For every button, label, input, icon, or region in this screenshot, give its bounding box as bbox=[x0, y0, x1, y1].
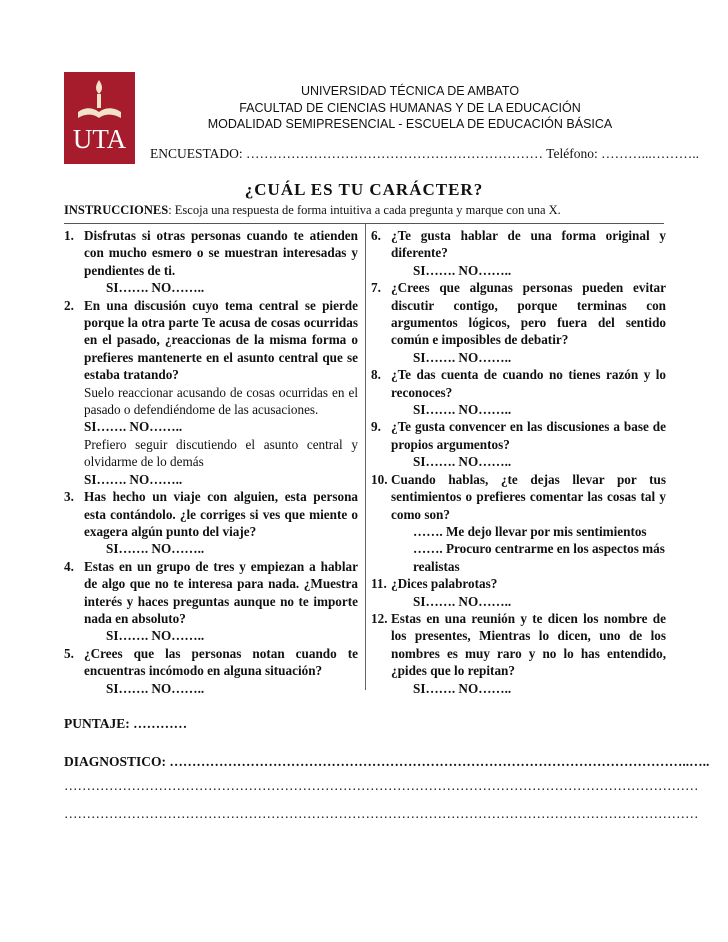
answer-choice-text: Suelo reaccionar acusando de cosas ocurridas en el pasado o defendiéndome de las acusaciones. bbox=[84, 384, 358, 418]
answer-options[interactable]: SI……. NO…….. bbox=[413, 349, 512, 365]
instructions bbox=[64, 203, 561, 218]
answer-options[interactable]: SI……. NO…….. bbox=[413, 680, 512, 696]
question-10 bbox=[371, 471, 666, 575]
question-text: Cuando hablas, ¿te dejas llevar por tus sentimientos o prefieres comentar las cosas tal y como son? bbox=[391, 471, 666, 522]
question-number: 11. bbox=[371, 576, 387, 592]
question-7 bbox=[371, 279, 666, 366]
question-text: ¿Crees que algunas personas pueden evitar discutir contigo, porque terminas con argumentos lógicos, pero fuera del sentido común e imposibles de debatir? bbox=[391, 280, 666, 348]
question-text: ¿Te das cuenta de cuando no tienes razón y lo reconoces? bbox=[391, 367, 666, 400]
question-12 bbox=[371, 610, 666, 697]
diagnosis-line-1[interactable]: …………………………………………………………………………………………………………………………… bbox=[64, 778, 699, 793]
question-number: 4. bbox=[64, 558, 74, 574]
answer-options[interactable]: SI……. NO…….. bbox=[413, 593, 512, 609]
encuestado-field[interactable]: ENCUESTADO: ………………………………………………………… Teléfono: ………...……….. bbox=[150, 146, 699, 161]
question-number: 2. bbox=[64, 297, 74, 313]
diagnosis-line-2[interactable]: …………………………………………………………………………………………………………………………… bbox=[64, 806, 699, 821]
question-1 bbox=[64, 227, 358, 297]
question-9 bbox=[371, 418, 666, 470]
answer-options[interactable]: SI……. NO…….. bbox=[413, 402, 512, 418]
questions-left-column bbox=[64, 227, 358, 697]
question-text: ¿Crees que las personas notan cuando te encuentras incómodo en alguna situación? bbox=[84, 645, 358, 679]
answer-options[interactable]: SI……. NO…….. bbox=[84, 419, 183, 435]
score-field[interactable]: PUNTAJE: ………… bbox=[64, 716, 188, 731]
question-3 bbox=[64, 488, 358, 558]
page-title: ¿CUÁL ES TU CARÁCTER? bbox=[244, 180, 484, 199]
question-number: 10. bbox=[371, 471, 388, 487]
question-number: 3. bbox=[64, 489, 74, 505]
question-text: Estas en un grupo de tres y empiezan a hablar de algo que no te interesa para nada. ¿Muestra interés y haces preguntas aunque no te importe nada en absoluto? bbox=[84, 558, 358, 626]
column-divider bbox=[365, 224, 366, 690]
answer-choice-text: Prefiero seguir discutiendo el asunto central y olvidarme de lo demás bbox=[84, 436, 358, 470]
answer-options[interactable]: SI……. NO…….. bbox=[84, 471, 183, 487]
question-text: ¿Te gusta hablar de una forma original y diferente? bbox=[391, 228, 666, 261]
question-number: 1. bbox=[64, 228, 74, 243]
university-name: UNIVERSIDAD TÉCNICA DE AMBATO bbox=[300, 84, 520, 98]
question-number: 6. bbox=[371, 228, 381, 243]
question-6 bbox=[371, 227, 666, 279]
answer-options[interactable]: SI……. NO…….. bbox=[106, 680, 205, 696]
logo-text: UTA bbox=[72, 124, 127, 154]
instructions-text: : Escoja una respuesta de forma intuitiva a cada pregunta y marque con una X. bbox=[168, 203, 561, 217]
divider bbox=[64, 223, 664, 224]
answer-option-realistic[interactable]: ……. Procuro centrarme en los aspectos más realistas bbox=[413, 541, 665, 574]
answer-option-feelings[interactable]: ……. Me dejo llevar por mis sentimientos bbox=[413, 523, 647, 539]
question-text: Disfrutas si otras personas cuando te atienden con mucho esmero o se muestran interesadas y pendientes de ti. bbox=[84, 228, 358, 278]
instructions-label: INSTRUCCIONES bbox=[64, 203, 169, 217]
faculty-name: FACULTAD DE CIENCIAS HUMANAS Y DE LA EDUCACIÓN bbox=[239, 101, 581, 115]
answer-options[interactable]: SI……. NO…….. bbox=[106, 541, 205, 557]
question-11 bbox=[371, 575, 666, 610]
answer-options[interactable]: SI……. NO…….. bbox=[413, 454, 512, 470]
questions-right-column bbox=[371, 227, 666, 697]
answer-options[interactable]: SI……. NO…….. bbox=[413, 262, 512, 278]
question-text: ¿Te gusta convencer en las discusiones a base de propios argumentos? bbox=[391, 419, 666, 452]
question-8 bbox=[371, 366, 666, 418]
question-number: 9. bbox=[371, 419, 381, 435]
question-number: 12. bbox=[371, 610, 388, 626]
question-text: Has hecho un viaje con alguien, esta persona esta contándolo. ¿le corriges si ves que miente o exagera algún punto del viaje? bbox=[84, 489, 358, 539]
answer-options[interactable]: SI……. NO…….. bbox=[106, 628, 205, 644]
question-4 bbox=[64, 558, 358, 645]
answer-options[interactable]: SI……. NO…….. bbox=[106, 280, 205, 296]
question-5 bbox=[64, 645, 358, 697]
question-text: ¿Dices palabrotas? bbox=[391, 576, 498, 592]
question-number: 5. bbox=[64, 645, 74, 661]
question-2 bbox=[64, 297, 358, 488]
modality-name: MODALIDAD SEMIPRESENCIAL - ESCUELA DE EDUCACIÓN BÁSICA bbox=[207, 117, 613, 131]
question-text: Estas en una reunión y te dicen los nombre de los presentes, Mientras lo dicen, uno de los nombres es muy raro y no lo has entendido, ¿pides que lo repitan? bbox=[391, 610, 666, 679]
question-number: 8. bbox=[371, 367, 381, 383]
diagnosis-field[interactable]: DIAGNOSTICO: ……………………………………………………………………………………………………..….. bbox=[64, 754, 710, 769]
question-text: En una discusión cuyo tema central se pierde porque la otra parte Te acusa de cosas ocurridas en el pasado, ¿reaccionas de la misma forma o prefieres mantenerte en el asunto central que se estaba tratando? bbox=[84, 297, 358, 383]
question-number: 7. bbox=[371, 280, 381, 296]
